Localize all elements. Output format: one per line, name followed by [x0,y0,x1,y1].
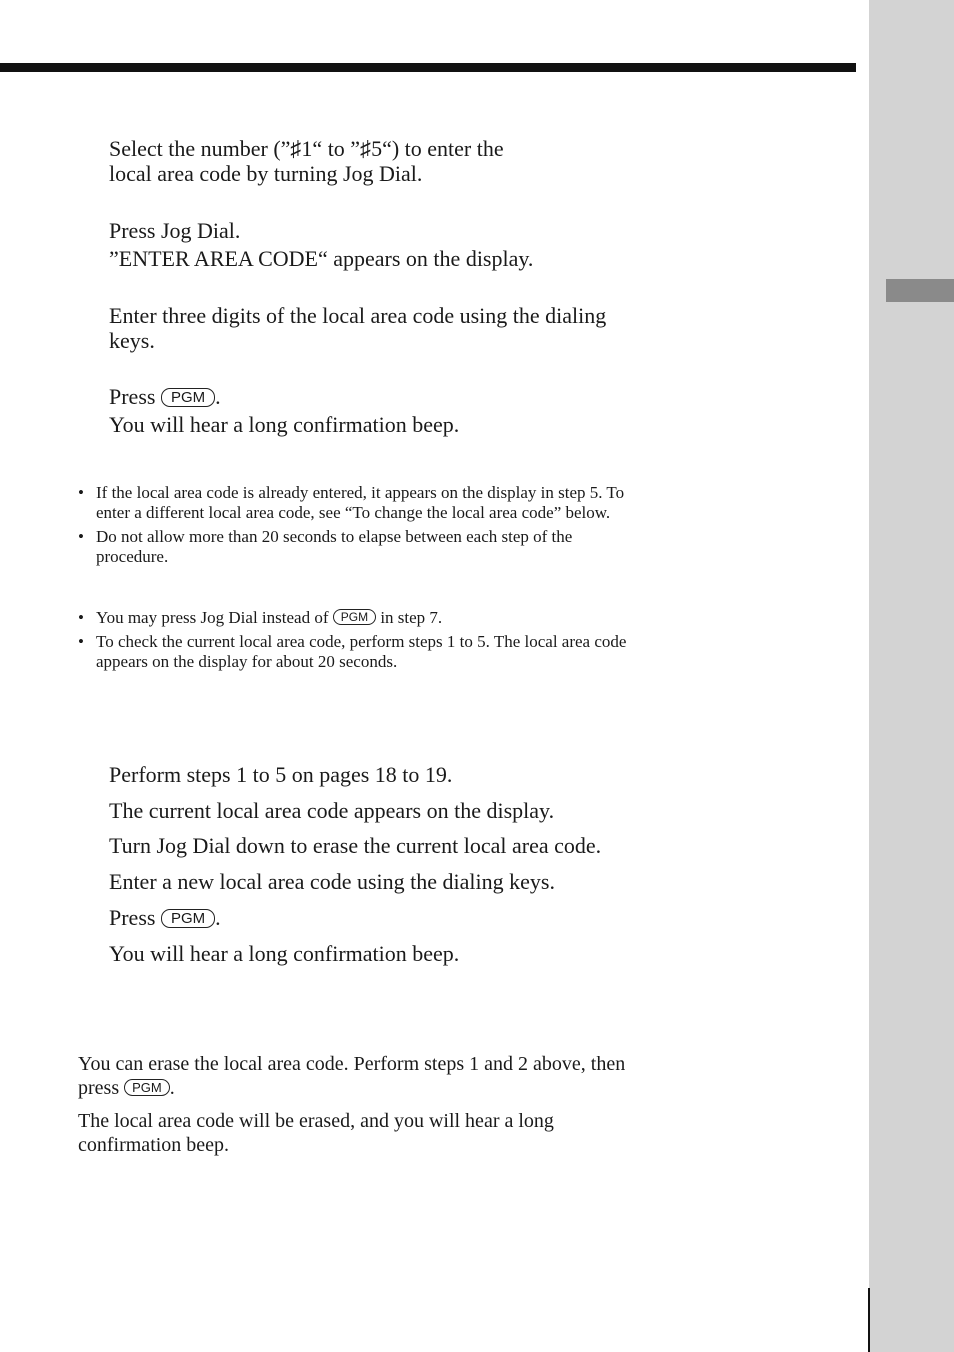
erase-paragraph-line-2 [78,1076,175,1100]
press-word: Press [109,384,156,409]
step-select-line-1: Select the number (”♯1“ to ”♯5“) to enter the [109,136,504,161]
change-step-erase: Turn Jog Dial down to erase the current local area code. [109,833,602,858]
tip-item-jog-dial [78,608,442,628]
note-line: Do not allow more than 20 seconds to elapse between each step of the [96,527,573,546]
top-rule [0,63,856,72]
tip-text: You may press Jog Dial instead of [96,608,329,627]
step-press-pgm [109,384,221,410]
erase-result-line-2: confirmation beep. [78,1134,230,1156]
change-step-enter-new: Enter a new local area code using the dialing keys. [109,869,555,894]
tip-line: To check the current local area code, perform steps 1 to 5. The local area code [96,632,627,651]
change-step-perform: Perform steps 1 to 5 on pages 18 to 19. [109,762,453,787]
step-press-jog-dial: Press Jog Dial. [109,218,241,243]
tip-text: in step 7. [380,608,443,627]
bullet: • [78,527,84,546]
note-line: If the local area code is already entered, it appears on the display in step 5. To [96,483,625,502]
step-enter-digits-line-1: Enter three digits of the local area code using the dialing [109,303,607,328]
pgm-key-icon: PGM [161,388,215,407]
erase-paragraph-line-1: You can erase the local area code. Perform steps 1 and 2 above, then [78,1053,626,1075]
side-section-tab [886,279,954,302]
period: . [215,905,221,930]
change-step-press-pgm [109,905,221,931]
change-step-current-code: The current local area code appears on the display. [109,798,555,823]
period: . [169,1077,175,1099]
period: . [215,384,221,409]
side-divider-line [868,1288,870,1352]
erase-result-line-1: The local area code will be erased, and you will hear a long [78,1110,554,1132]
press-word: Press [109,905,156,930]
change-step-beep: You will hear a long confirmation beep. [109,941,460,966]
bullet: • [78,632,84,651]
step-enter-area-code-message: ”ENTER AREA CODE“ appears on the display. [109,246,534,271]
pgm-key-icon: PGM [333,609,376,625]
note-line: procedure. [96,547,169,566]
note-item-time-limit [78,527,572,567]
tip-line: appears on the display for about 20 seconds. [96,652,398,671]
step-confirmation-beep: You will hear a long confirmation beep. [109,412,460,437]
note-item-already-entered [78,483,624,523]
note-line: enter a different local area code, see “To change the local area code” below. [96,503,611,522]
step-enter-digits-line-2: keys. [109,328,155,353]
bullet: • [78,483,84,502]
erase-press-word: press [78,1077,120,1099]
pgm-key-icon: PGM [124,1079,170,1096]
step-select-line-2: local area code by turning Jog Dial. [109,161,423,186]
pgm-key-icon: PGM [161,909,215,928]
bullet: • [78,608,84,627]
side-thumb-strip [869,0,954,1352]
tip-item-check-code [78,632,626,672]
